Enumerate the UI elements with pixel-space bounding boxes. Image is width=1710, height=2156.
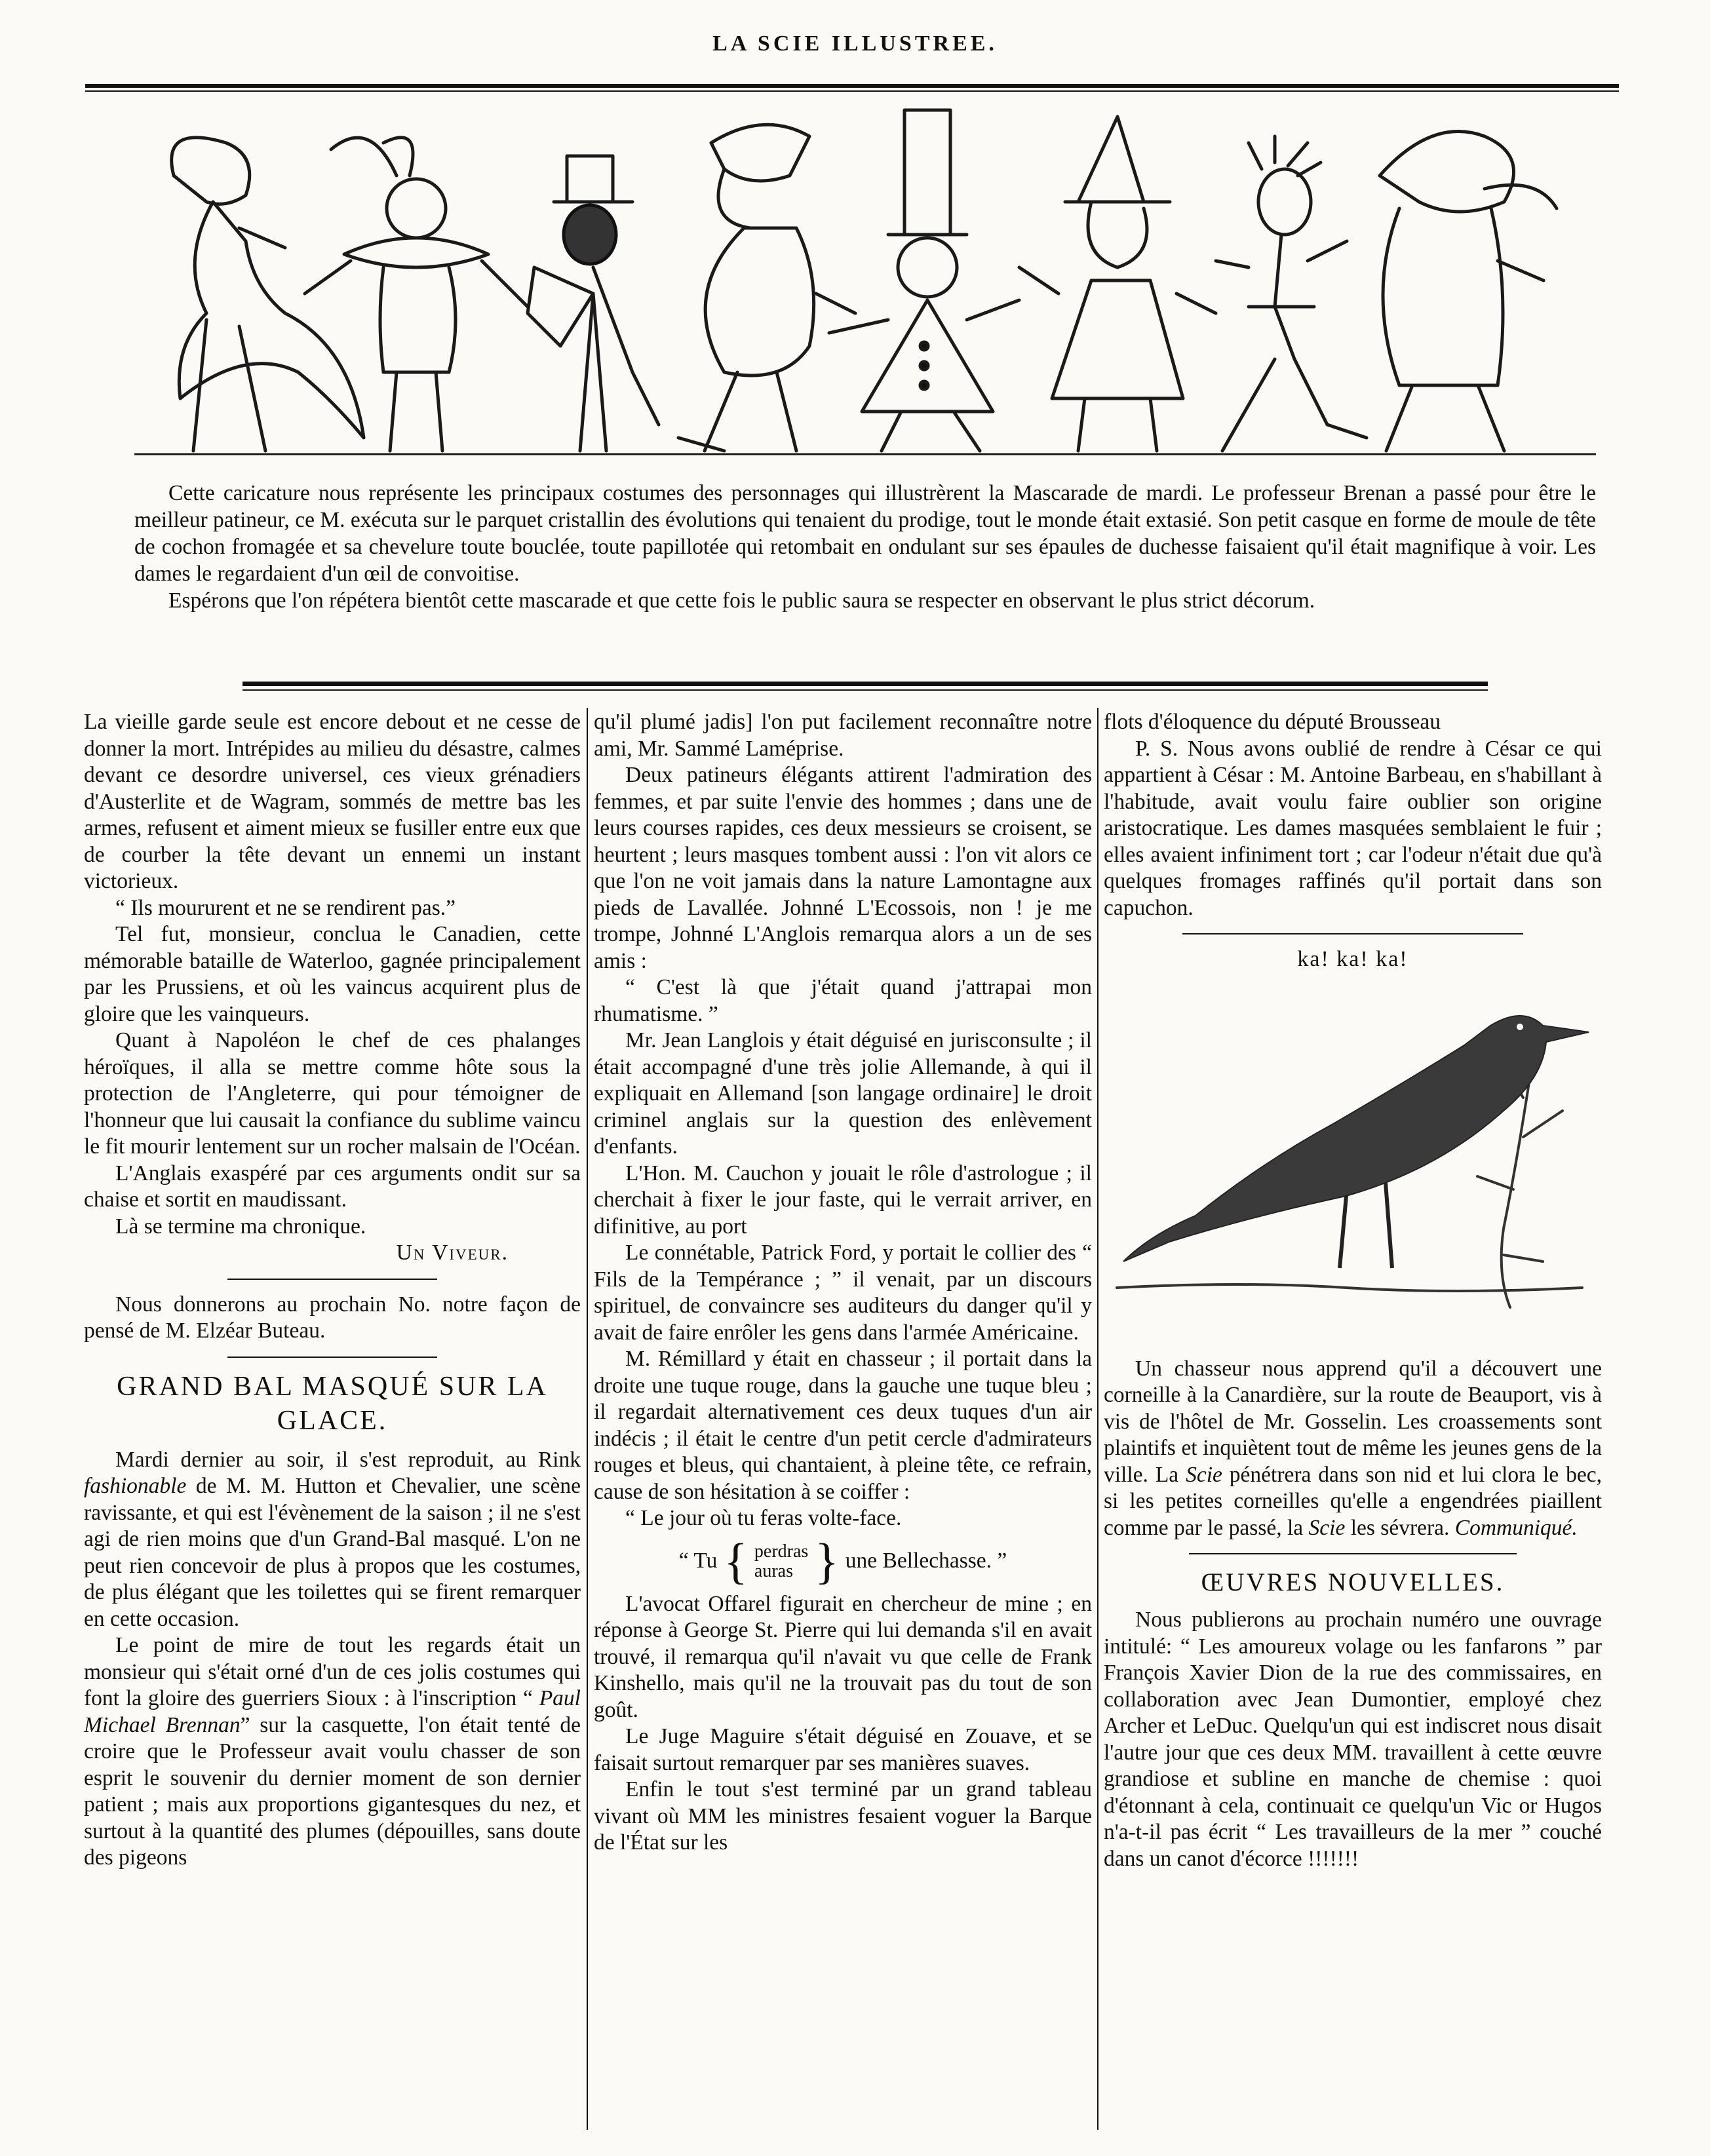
col3-divider <box>1182 933 1523 934</box>
col3-postscript: P. S. Nous avons oublié de rendre à César ce qui appartient à César : M. Antoine Barbeau, en s'habillant à l'habitude, avait voulu faire oublier son origine aristocratique. Les dames masquées semblaient le fuir ; elles avaient infiniment tort ; car l'odeur n'était due qu'à quelques fromages raffinés qu'il portait dans son capuchon. <box>1104 736 1602 920</box>
col1-quote: “ Ils moururent et ne se rendirent pas.” <box>115 895 456 920</box>
col2-paragraph-2: Deux patineurs élégants attirent l'admiration des femmes, et par suite l'envie des hommes ; dans une de leurs courses rapides, ces deux messieurs se croisent, se heurtent ; leurs masques tombent aussi : l'on vit alors ce que l'on ne voit jamais dans la nature Lamontagne aux pieds de Lavallée. Johnné L'Ecossois, non ! je me trompe, Johnné L'Anglois remarqua alors a un de ses amis : <box>594 763 1092 973</box>
left-brace-icon: { <box>724 1533 748 1589</box>
col1-signature: Un Viveur. <box>396 1241 509 1265</box>
section-double-rule-thin <box>243 689 1488 691</box>
figure-hunched-cloak <box>1380 132 1557 452</box>
refrain-tu: “ Tu <box>678 1549 718 1573</box>
figure-nightcap <box>678 125 855 451</box>
figure-spiky-hair <box>1216 136 1367 451</box>
col1-paragraph-1: La vieille garde seule est encore debout et ne cesse de donner la mort. Intrépides au milieu du désastre, calmes devant ce desordre universel, ces vieux grénadiers d'Austerlite et de Wagram, sommés de mettre bas les armes, refusent et aiment mieux se fusiller entre eux que de courber la tête devant un ennemi un instant victorieux. <box>84 710 581 893</box>
col3-divider-2 <box>1189 1553 1517 1554</box>
caricature-caption <box>134 480 1596 614</box>
col2-refrain-line: “ Le jour où tu feras volte-face. <box>625 1506 902 1530</box>
col1-notice: Nous donnerons au prochain No. notre façon de pensé de M. Elzéar Buteau. <box>84 1292 581 1343</box>
figure-stovepipe-hat <box>829 110 1019 451</box>
col2-paragraph-11: Enfin le tout s'est terminé par un grand tableau vivant où MM les ministres fesaient voguer la Barque de l'État sur les <box>594 1777 1092 1855</box>
bal-heading: GRAND BAL MASQUÉ SUR LA GLACE. <box>117 1371 548 1436</box>
top-rule <box>85 84 1619 88</box>
col2-paragraph-1: qu'il plumé jadis] l'on put facilement reconnaître notre ami, Mr. Sammé Laméprise. <box>594 710 1092 761</box>
col1-paragraph-5: L'Anglais exaspéré par ces arguments ondit sur sa chaise et sortit en maudissant. <box>84 1161 581 1212</box>
col2-paragraph-10: Le Juge Maguire s'était déguisé en Zouave, et se faisait surtout remarquer par ses manières suaves. <box>594 1724 1092 1775</box>
caption-paragraph-2: Espérons que l'on répétera bientôt cette mascarade et que cette fois le public saura se respecter en observant le plus strict décorum. <box>168 588 1315 613</box>
bal-paragraph-1: Mardi dernier au soir, il s'est reproduit, au Rink fashionable de M. M. Hutton et Chevalier, une scène ravissante, et qui est l'évènement de la saison ; il ne s'est agi de rien moins que d'un Grand-Bal masqué. L'on ne peut rien concevoir de plus à propos que les costumes, de plus élégant que les toilettes qui se firent remarquer en cette occasion. <box>84 1447 581 1631</box>
col1-paragraph-4: Quant à Napoléon le chef de ces phalanges héroïques, il alla se mettre comme hôte sous la protection de l'Angleterre, qui pour témoigner de l'honneur que lui causait la confiance du sublime vaincu le fit mourir lentement sur un rocher malsain de l'Océan. <box>84 1028 581 1159</box>
col3-paragraph-1: flots d'éloquence du député Brousseau <box>1104 710 1441 734</box>
refrain-option-1: perdras <box>754 1541 809 1562</box>
figure-ruff-collar <box>305 138 528 451</box>
top-rule-thin <box>85 90 1619 92</box>
column-divider-2 <box>1097 708 1098 2130</box>
col3-paragraph-oeuvres: Nous publierons au prochain numéro une ouvrage intitulé: “ Les amoureux volage ou les fanfarons ” par François Xavier Dion de la rue des commissaires, en collaboration avec Jean Dumontier, employé chez Archer et LeDuc. Quelqu'un qui est indiscret nous disait l'autre jour que ces deux MM. travaillent à cette œuvre grandiose et subline en manche de chemise : quoi d'étonnant à cela, continuait ce quelqu'un Vic or Hugos n'a-t-il pas écrit “ Les travailleurs de la mer ” couché dans un canot d'écorce !!!!!!! <box>1104 1607 1602 1871</box>
caricature-illustration <box>134 97 1596 464</box>
column-2 <box>594 709 1092 1857</box>
refrain-end: une Bellechasse. ” <box>845 1549 1007 1573</box>
figure-witch-hat <box>1019 117 1216 451</box>
col2-paragraph-4: Mr. Jean Langlois y était déguisé en jurisconsulte ; il était accompagné d'une très jolie Allemande, à qui il expliquait en Allemand [son langage ordinaire] le droit criminel anglais sur la question des enlèvement d'enfants. <box>594 1028 1092 1159</box>
col2-quote-1: “ C'est là que j'était quand j'attrapai mon rhumatisme. ” <box>594 975 1092 1026</box>
section-double-rule <box>243 682 1488 686</box>
masthead-title: LA SCIE ILLUSTREE. <box>712 31 998 56</box>
oeuvres-heading: ŒUVRES NOUVELLES. <box>1201 1568 1505 1596</box>
col1-paragraph-3: Tel fut, monsieur, conclua le Canadien, cette mémorable bataille de Waterloo, gagnée principalement par les Prussiens, et où les vaincus acquirent plus de gloire que les vainqueurs. <box>84 922 581 1026</box>
col1-divider <box>227 1279 437 1280</box>
col2-paragraph-5: L'Hon. M. Cauchon y jouait le rôle d'astrologue ; il cherchait à fixer le jour faste, qui le verrait arriver, en difinitive, au port <box>594 1161 1092 1239</box>
col2-paragraph-7: M. Rémillard y était en chasseur ; il portait dans la droite une tuque rouge, dans la gauche une tuque bleu ; il regardait alternativement ces deux tuques d'un air indécis ; il était le centre d'un petit cercle d'admirateurs rouges et bleus, qui chantaient, à pleine tête, ce refrain, cause de son hésitation à se coiffer : <box>594 1347 1092 1504</box>
col1-paragraph-6: Là se termine ma chronique. <box>115 1214 366 1239</box>
column-divider-1 <box>587 708 588 2130</box>
figure-top-hat <box>528 156 659 451</box>
figure-feathered-dancer <box>172 138 364 451</box>
crow-illustration <box>1110 980 1595 1347</box>
right-brace-icon: } <box>815 1533 839 1589</box>
caption-paragraph-1: Cette caricature nous représente les principaux costumes des personnages qui illustrèrent la Mascarade de mardi. Le professeur Brenan a passé pour être le meilleur patineur, ce M. exécuta sur le parquet cristallin des évolutions qui tenaient du prodige, tout le monde était extasié. Son petit casque en forme de moule de tête de cochon fromagée et sa chevelure toute bouclée, toute papillotée qui retombait en ondulant sur ses épaules de duchesse faisaient qu'il était magnifique à voir. Les dames le regardaient d'un œil de convoitise. <box>134 481 1596 586</box>
refrain-brace <box>594 1533 1092 1589</box>
refrain-option-2: auras <box>754 1560 793 1581</box>
col2-paragraph-6: Le connétable, Patrick Ford, y portait le collier des “ Fils de la Tempérance ; ” il venait, par un discours spirituel, de convaincre ses auditeurs du danger qu'il y avait de faire enrôler les gens dans l'armée Américaine. <box>594 1241 1092 1345</box>
crow-eye-icon <box>1517 1024 1523 1030</box>
crow-caption: ka! ka! ka! <box>1297 947 1409 971</box>
column-1 <box>84 709 581 1872</box>
bal-paragraph-2: Le point de mire de tout les regards était un monsieur qui s'était orné d'un de ces jolis costumes qui font la gloire des guerriers Sioux : à l'inscription “ Paul Michael Brennan” sur la casquette, l'on était tenté de croire que le Professeur avait voulu chasser de son esprit le souvenir du dernier moment de son dernier patient ; mais aux proportions gigantesques du nez, et surtout à la quantité des plumes (dépouilles, sans doute des pigeons <box>84 1633 581 1870</box>
refrain-options <box>754 1542 808 1581</box>
col1-divider-2 <box>227 1357 437 1358</box>
col2-paragraph-9: L'avocat Offarel figurait en chercheur de mine ; en réponse à George St. Pierre qui lui demanda s'il en avait trouvé, il remarqua qu'il n'avait vu que celle de Frank Kinshello, mais qu'il ne la trouvait pas du tout de son goût. <box>594 1591 1092 1722</box>
col3-paragraph-crow: Un chasseur nous apprend qu'il a découvert une corneille à la Canardière, sur la route de Beauport, vis à vis de l'hôtel de Mr. Gosselin. Les croassements sont plaintifs et inquiètent tout de même les jeunes gens de la ville. La Scie pénétrera dans son nid et lui clora le bec, si les petites corneilles qu'elle a engendrées piaillent comme par le passé, la Scie les sévrera. Communiqué. <box>1104 1356 1602 1540</box>
column-3 <box>1104 709 1602 1872</box>
